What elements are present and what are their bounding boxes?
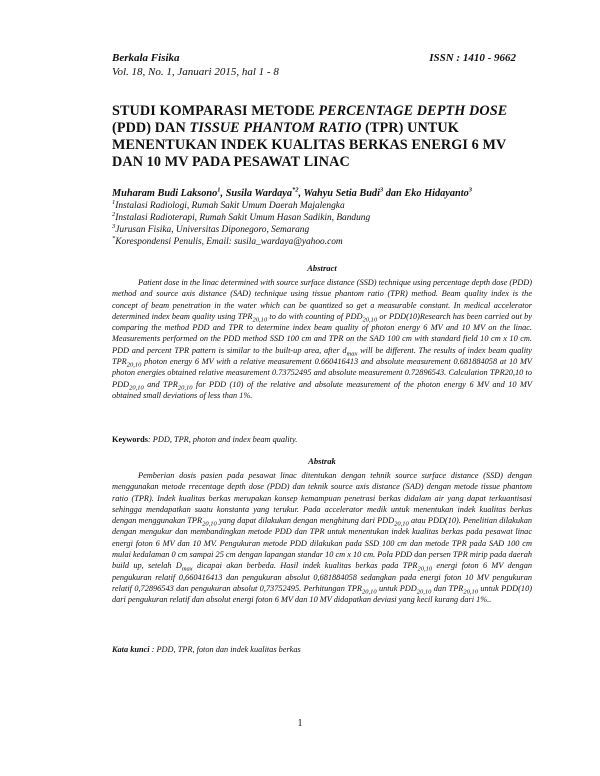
volume-info: Vol. 18, No. 1, Januari 2015, hal 1 - 8	[112, 66, 279, 78]
abstract-body: Patient dose in the linac determined with source surface distance (SSD) technique using percentage depth dose (PDD) method and source axis distance (SAD) technique using tissue phantom ratio (TPR) method. Beam quality index is the concept of beam penetration in the water which can be quantized so get a measurable constant. In medical accelerator determined index beam quality using $TPR_{20,10}$ to do with counting of $PDD_{20,10}$ or PDD(10)Research has been carried out by comparing the method PDD and TPR to determine index beam quality of photon energy 6 MV and 10 MV on the linac. Measurements performed on the PDD method SSD 100 cm and TPR on the SAD 100 cm with standard field 10 cm x 10 cm. PDD and percent TPR pattern is similar to the built-up area, after $d_{max}$ will be different. The results of index beam quality $TPR_{20,10}$ photon energy 6 MV with a relative measurement 0.660416413 and absolute measurement 0.681884058 at 10 MV photon energies obtained relative measurement 0.73752495 and absolute measurement 0.72896543. Calculation TPR20,10 to $PDD_{20,10}$ and $TPR_{20,10}$ for PDD (10) of the relative and absolute measurement of the photon energy 6 MV and 10 MV obtained small deviations of less than 1%.	[112, 278, 532, 400]
keywords: Keywords: PDD, TPR, photon and index beam quality.	[112, 435, 298, 444]
issn: ISSN : 1410 - 9662	[429, 52, 516, 64]
page-number: 1	[297, 718, 303, 729]
affiliation-1: $^1$Instalasi Radiologi, Rumah Sakit Umum Daerah Majalengka	[112, 198, 345, 211]
abstrak-heading: Abstrak	[308, 456, 336, 466]
affiliation-2: $^2$Instalasi Radioterapi, Rumah Sakit Umum Hasan Sadikin, Bandung	[112, 210, 371, 223]
journal-name: Berkala Fisika	[112, 52, 180, 64]
kata-kunci: Kata kunci : PDD, TPR, foton dan indek kualitas berkas	[112, 645, 301, 654]
author-list: Muharam Budi Laksono$^1$, Susila Wardaya$^{*2}$, Wahyu Setia Budi$^3$ dan Eko Hidayanto$^3$	[112, 186, 472, 199]
paper-title: STUDI KOMPARASI METODE PERCENTAGE DEPTH DOSE (PDD) DAN TISSUE PHANTOM RATIO (TPR) UNTUK MENENTUKAN INDEK KUALITAS BERKAS ENERGI 6 MV DAN 10 MV PADA PESAWAT LINAC	[112, 103, 508, 170]
affiliation-3: $^3$Jurusan Fisika, Universitas Diponegoro, Semarang	[112, 222, 310, 235]
abstrak-body: Pemberian dosis pasien pada pesawat linac ditentukan dengan tehnik source surface distance (SSD) dengan menggunakan metode rrecentage depth dose (PDD) dan teknik source axis distance (SAD) dengan metode tissue phantom ratio (TPR). Indek kualitas berkas merupakan konsep kemampuan penetrasi berkas didalam air yang dapat terkuantisasi sehingga mendapatkan suatu konstanta yang terukur. Pada accelerator medik untuk menentukan indek kualitas berkas dengan menggunakan $TPR_{20,10}$ yang dapat dilakukan dengan menghitung dari $PDD_{20,10}$ atau PDD(10). Penelitian dilakukan dengan mengukur dan membandingkan metode PDD dan TPR untuk menentukan indek kualitas berkas pada pesawat linac energi foton 6 MV dan 10 MV. Pengukuran metode PDD dilakukan pada SSD 100 cm dan metode TPR pada SAD 100 cm mulai kedalaman 0 cm sampai 25 cm dengan lapangan standar 10 cm x 10 cm. Pola PDD dan persen TPR mirip pada daerah build up, setelah $D_{max}$ dicapai akan berbeda. Hasil indek kualitas berkas pada $TPR_{20,10}$ energi foton 6 MV dengan pengukuran relatif 0,660416413 dan pengukuran absolut 0,681884058 sedangkan pada energi foton 10 MV pengukuran relatif 0,72896543 dan pengukuran absolut 0,73752495. Perhitungan $TPR_{20,10}$ untuk $PDD_{20,10}$ dan $TPR_{20,10}$ untuk PDD(10) dari pengukuran relatif dan absolut energi foton 6 MV dan 10 MV didapatkan deviasi yang kecil kurang dari 1%..	[112, 471, 532, 605]
abstract-heading: Abstract	[307, 263, 337, 273]
correspondence: *Korespondensi Penulis, Email: susila_wardaya@yahoo.com	[112, 234, 343, 247]
